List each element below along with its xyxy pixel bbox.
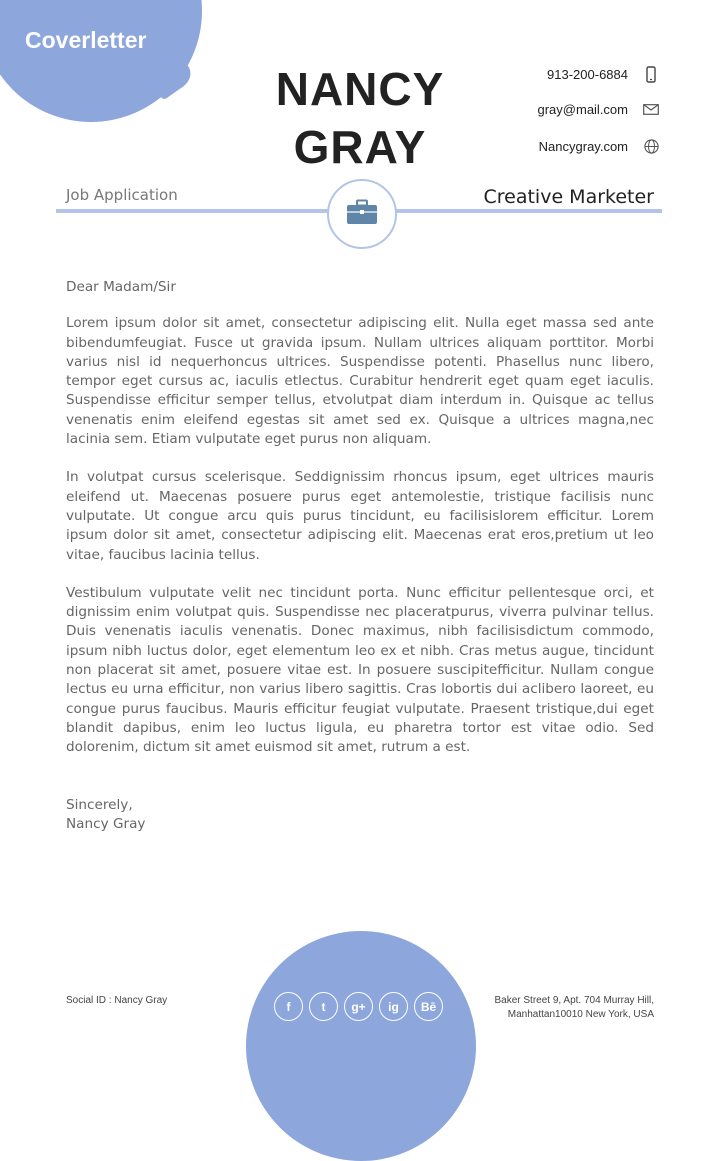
mail-icon <box>642 104 660 115</box>
letter-body <box>66 278 654 834</box>
letter-greeting: Dear Madam/Sir <box>66 279 176 295</box>
letter-closing: Sincerely, <box>66 796 133 813</box>
applicant-last-name: GRAY <box>293 121 427 173</box>
social-links <box>274 992 443 1021</box>
contact-email <box>538 102 661 117</box>
twitter-icon[interactable]: t <box>309 992 338 1021</box>
letter-paragraph-3: Vestibulum vulputate velit nec tincidunt porta. Nunc efficitur pellentesque orci, et dignissim enim volutpat quis. Suspendisse nec placeratpurus, viverra pulvinar tellus. Duis venenatis iaculis venenatis. Donec maximus, nibh facilisisdictum commodo, ipsum nibh luctus dolor, eget elementum leo ex et nibh. Cras metus augue, tincidunt non placerat sit amet, posuere vitae est. In posuere suscipitefficitur. Nullam congue lectus eu urna efficitur, non varius libero sagittis. Cras lobortis dui aclibero laoreet, eu congue purus faucibus. Mauris efficitur feugiat vulputate. Praesent tristique,dui eget blandit dapibus, enim leo luctus ligula, eu pharetra tortor est vitae odio. Sed dolorenim, dictum sit amet euismod sit amet, rutrum a est. <box>66 584 654 756</box>
job-application-label: Job Application <box>66 186 178 204</box>
phone-number: 913-200-6884 <box>547 67 628 82</box>
letter-signoff <box>66 796 654 835</box>
google-plus-icon[interactable]: g+ <box>344 992 373 1021</box>
facebook-icon[interactable]: f <box>274 992 303 1021</box>
instagram-icon[interactable]: ig <box>379 992 408 1021</box>
briefcase-icon <box>346 199 378 229</box>
brand-title: Coverletter <box>25 27 147 53</box>
phone-icon <box>642 66 660 83</box>
address-line-1: Baker Street 9, Apt. 704 Murray Hill, <box>494 995 654 1006</box>
social-id: Social ID : Nancy Gray <box>66 995 168 1006</box>
footer-decorative-blob <box>246 931 476 1161</box>
website-url[interactable]: Nancygray.com <box>538 139 628 154</box>
letter-signature: Nancy Gray <box>66 815 146 832</box>
address-line-2: Manhattan10010 New York, USA <box>507 1009 654 1020</box>
role-title: Creative Marketer <box>483 186 654 208</box>
contact-website <box>539 139 660 154</box>
email-address[interactable]: gray@mail.com <box>537 102 628 117</box>
applicant-name <box>255 60 465 176</box>
behance-icon[interactable]: Bē <box>414 992 443 1021</box>
globe-icon <box>642 139 660 154</box>
applicant-first-name: NANCY <box>275 63 445 115</box>
briefcase-badge <box>327 179 397 249</box>
contact-phone <box>547 66 660 83</box>
letter-paragraph-1: Lorem ipsum dolor sit amet, consectetur adipiscing elit. Nulla eget massa sed ante bibendumfeugiat. Fusce ut gravida ipsum. Nullam ultrices aliquam porttitor. Morbi varius nisl id nequerhoncus ultrices. Suspendisse potenti. Phasellus nunc libero, tempor eget cursus ac, iaculis etlectus. Curabitur hendrerit eget quam eget iaculis. Suspendisse efficitur semper tellus, etvolutpat diam interdum in. Quisque ac tellus venenatis enim eleifend egestas sit amet sed ex. Quisque a ultrices magna,nec lacinia sem. Etiam vulputate eget purus non aliquam. <box>66 315 654 448</box>
footer-address <box>494 994 654 1022</box>
letter-paragraph-2: In volutpat cursus scelerisque. Seddignissim rhoncus ipsum, eget ultrices mauris eleifend ut. Maecenas posuere purus eget antemolestie, tristique facilisis nunc vulputate. Ut congue arcu quis purus tincidunt, eu facilisislorem efficitur. Lorem ipsum dolor sit amet, consectetur adipiscing elit. Maecenas erat eros,pretium ut leo vitae, faucibus lacinia tellus. <box>66 469 654 563</box>
